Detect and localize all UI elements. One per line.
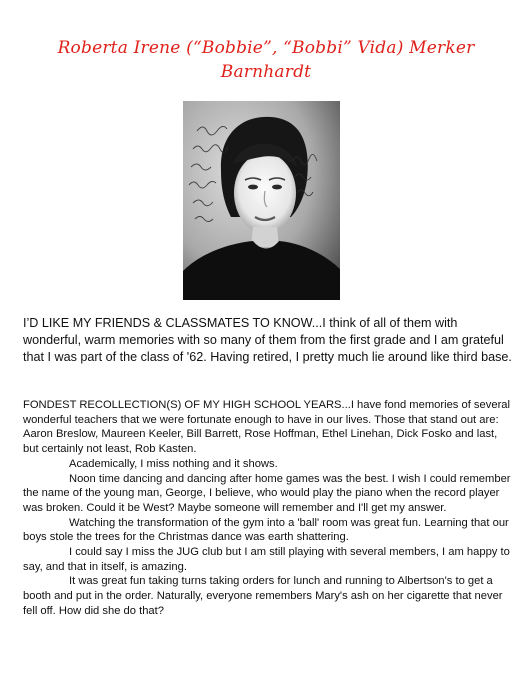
recollections-paragraph: Watching the transformation of the gym into a 'ball' room was great fun. Learning that our boys stole the trees for the Christmas dance was earth shattering. — [23, 516, 509, 544]
recollections-paragraph: I could say I miss the JUG club but I am still playing with several members, I am happy to say, and that in itself, is amazing. — [23, 546, 510, 573]
friends-section — [23, 315, 513, 366]
title-line-1: Roberta Irene (“Bobbie”, “Bobbi” Vida) Merker — [57, 38, 475, 58]
friends-heading: I’D LIKE MY FRIENDS & CLASSMATES TO KNOW... — [23, 316, 323, 330]
recollections-paragraph: It was great fun taking turns taking orders for lunch and running to Albertson's to get a booth and put in the order. Naturally, everyone remembers Mary's ash on her cigarette that never fell off. How did she do that? — [23, 575, 503, 617]
friends-text: I think of all of them with wonderful, warm memories with so many of them from the first grade and I am grateful that I was part of the class of '62. Having retired, I pretty much lie around like third base. — [23, 316, 512, 364]
recollections-section — [23, 398, 515, 619]
recollections-paragraph: Academically, I miss nothing and it shows. — [69, 457, 278, 470]
recollections-paragraph: Noon time dancing and dancing after home games was the best. I wish I could remember the name of the young man, George, I believe, who would play the piano when the record player was broken. Could it be West? Maybe someone will remember and I'll get my answer. — [23, 472, 511, 514]
recollections-heading: FONDEST RECOLLECTION(S) OF MY HIGH SCHOOL YEARS... — [23, 399, 351, 411]
recollections-text: I have fond memories of several wonderful teachers that we were fortunate enough to have in our lives. Those that stand out are: Aaron Breslow, Maureen Keeler, Bill Barrett, Rose Hoffman, Ethel Linehan, Dick Fosko and last, but certainly not least, Rob Kasten. — [23, 399, 510, 456]
recollections-paragraph — [23, 398, 515, 457]
friends-paragraph — [23, 315, 513, 366]
page-title — [20, 36, 512, 84]
title-line-2: Barnhardt — [220, 62, 312, 82]
portrait-photo — [183, 101, 340, 300]
